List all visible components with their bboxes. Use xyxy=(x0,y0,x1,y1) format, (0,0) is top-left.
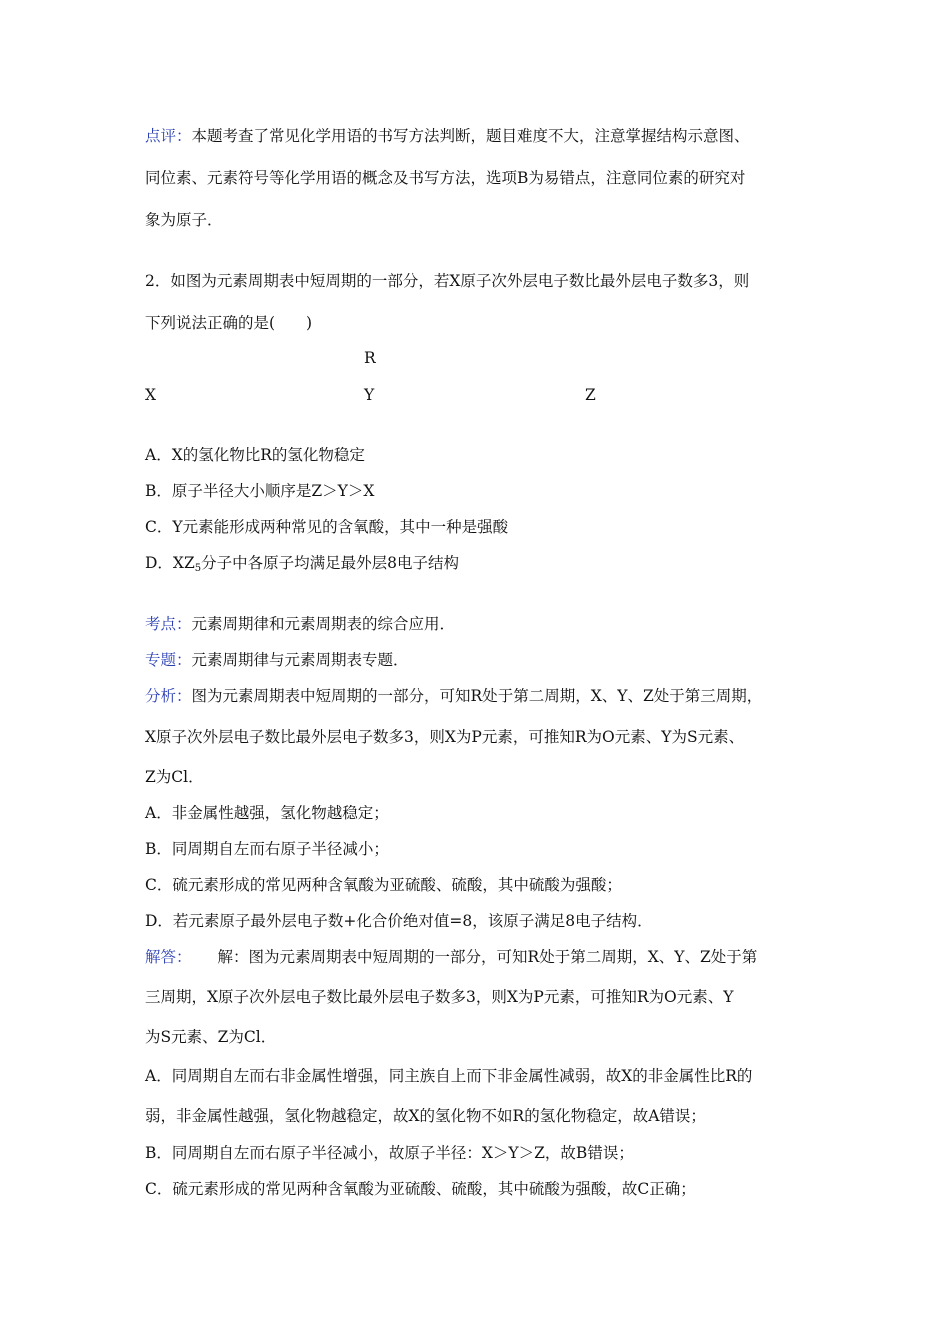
zhuanti-label: 专题： xyxy=(145,651,192,669)
jieda-label: 解答： xyxy=(145,948,192,966)
subscript: 5 xyxy=(194,563,202,574)
question-line-1: 2．如图为元素周期表中短周期的一部分，若X原子次外层电子数比最外层电子数多3，则 xyxy=(145,272,750,290)
kaodian-label: 考点： xyxy=(145,615,192,633)
question-line-2: 下列说法正确的是( ) xyxy=(145,314,313,332)
fenxi-line-6: C．硫元素形成的常见两种含氧酸为亚硫酸、硫酸，其中硫酸为强酸； xyxy=(145,876,622,894)
jieda-line-1: 解答： 解：图为元素周期表中短周期的一部分，可知R处于第二周期，X、Y、Z处于第 xyxy=(145,948,758,966)
jieda-line-6: B．同周期自左而右原子半径减小，故原子半径：X＞Y＞Z，故B错误； xyxy=(145,1144,634,1162)
fenxi-line-2: X原子次外层电子数比最外层电子数多3，则X为P元素，可推知R为O元素、Y为S元素、 xyxy=(145,728,745,746)
fenxi-line-3: Z为Cl． xyxy=(145,768,204,786)
option-b: B．原子半径大小顺序是Z＞Y＞X xyxy=(145,482,375,500)
comment-line-1: 点评：本题考查了常见化学用语的书写方法判断，题目难度不大，注意掌握结构示意图、 xyxy=(145,127,750,145)
option-c: C．Y元素能形成两种常见的含氧酸，其中一种是强酸 xyxy=(145,518,509,536)
zhuanti-line: 专题：元素周期律与元素周期表专题． xyxy=(145,651,409,669)
option-a: A．X的氢化物比R的氢化物稳定 xyxy=(145,446,365,464)
fenxi-label: 分析： xyxy=(145,687,192,705)
table-cell-r: R xyxy=(364,349,376,367)
fenxi-line-4: A．非金属性越强，氢化物越稳定； xyxy=(145,804,389,822)
jieda-line-3: 为S元素、Z为Cl． xyxy=(145,1028,277,1046)
jieda-line-2: 三周期，X原子次外层电子数比最外层电子数多3，则X为P元素，可推知R为O元素、Y xyxy=(145,988,734,1006)
comment-line-2: 同位素、元素符号等化学用语的概念及书写方法，选项B为易错点，注意同位素的研究对 xyxy=(145,169,746,187)
fenxi-line-5: B．同周期自左而右原子半径减小； xyxy=(145,840,389,858)
option-d: D．XZ5分子中各原子均满足最外层8电子结构 xyxy=(145,554,459,574)
jieda-line-4: A．同周期自左而右非金属性增强，同主族自上而下非金属性减弱，故X的非金属性比R的 xyxy=(145,1067,753,1085)
table-cell-x: X xyxy=(145,386,157,404)
table-cell-z: Z xyxy=(585,386,596,404)
comment-line-3: 象为原子． xyxy=(145,211,223,229)
table-cell-y: Y xyxy=(364,386,375,404)
jieda-line-5: 弱，非金属性越强，氢化物越稳定，故X的氢化物不如R的氢化物稳定，故A错误； xyxy=(145,1107,706,1125)
kaodian-line: 考点：元素周期律和元素周期表的综合应用． xyxy=(145,615,456,633)
fenxi-line-7: D．若元素原子最外层电子数+化合价绝对值=8，该原子满足8电子结构． xyxy=(145,912,653,930)
comment-label: 点评： xyxy=(145,127,192,145)
jieda-line-7: C．硫元素形成的常见两种含氧酸为亚硫酸、硫酸，其中硫酸为强酸，故C正确； xyxy=(145,1180,696,1198)
fenxi-line-1: 分析：图为元素周期表中短周期的一部分，可知R处于第二周期，X、Y、Z处于第三周期， xyxy=(145,687,763,705)
